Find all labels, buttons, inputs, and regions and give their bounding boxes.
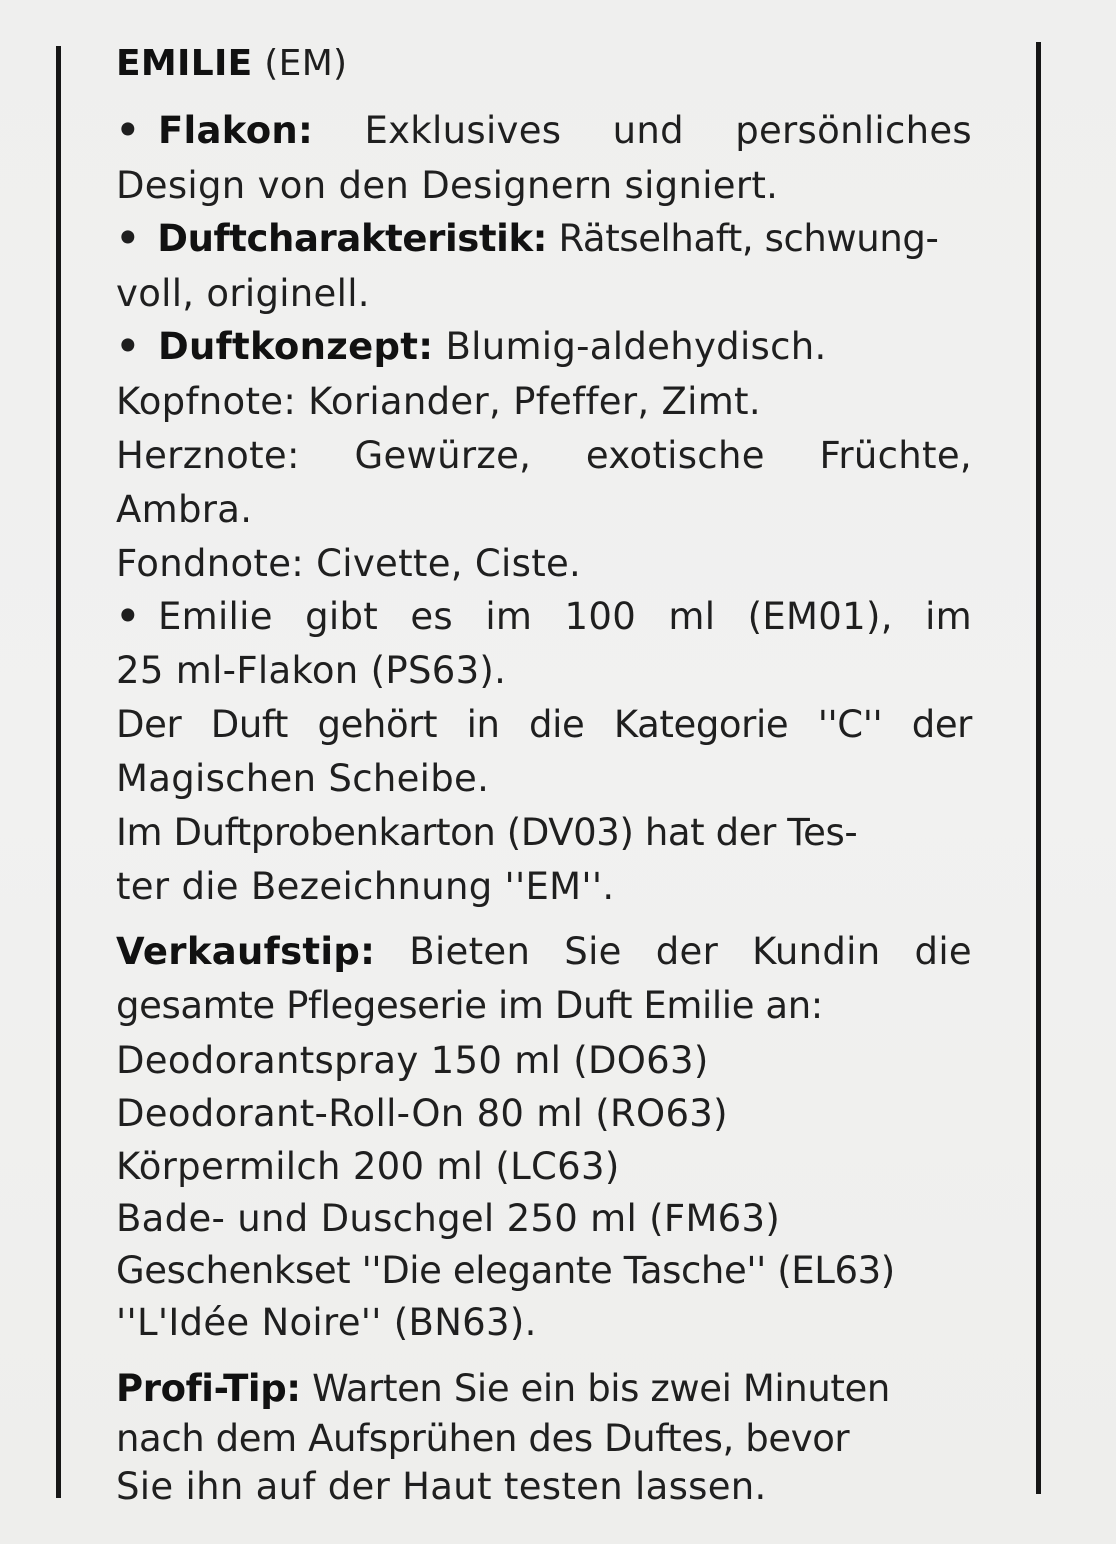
bullet-icon: • bbox=[116, 325, 140, 368]
flakon-text-1: Exklusives und persönliches bbox=[364, 109, 973, 152]
product-list-item: Geschenkset ''Die elegante Tasche'' (EL63) bbox=[116, 1249, 895, 1292]
availability-line-2: 25 ml-Flakon (PS63). bbox=[116, 649, 507, 692]
flakon-line-1 bbox=[116, 109, 973, 152]
duftcharakteristik-line-1 bbox=[116, 217, 939, 260]
bullet-icon: • bbox=[116, 595, 140, 638]
profitip-line-2: nach dem Aufsprühen des Duftes, bevor bbox=[116, 1417, 850, 1460]
flakon-label: Flakon: bbox=[157, 109, 314, 152]
right-border-rule bbox=[1036, 42, 1041, 1494]
duftcharakteristik-line-2: voll, originell. bbox=[116, 272, 370, 315]
flakon-line-2: Design von den Designern signiert. bbox=[116, 164, 779, 207]
verkaufstip-label: Verkaufstip: bbox=[116, 930, 376, 973]
product-list-item: Deodorantspray 150 ml (DO63) bbox=[116, 1039, 709, 1082]
bullet-icon: • bbox=[116, 109, 140, 152]
product-name: EMILIE bbox=[116, 43, 253, 84]
duftkonzept-text-1: Blumig-aldehydisch. bbox=[445, 325, 827, 368]
duftcharakteristik-text-1: Rätselhaft, schwung- bbox=[558, 217, 939, 260]
duftkonzept-line-1 bbox=[116, 325, 827, 368]
product-code: (EM) bbox=[264, 43, 348, 84]
herznote-line-1: Herznote: Gewürze, exotische Früchte, bbox=[116, 434, 972, 477]
profitip-line-3: Sie ihn auf der Haut testen lassen. bbox=[116, 1465, 767, 1508]
verkaufstip-line-1 bbox=[116, 930, 972, 973]
bullet-icon: • bbox=[116, 217, 140, 260]
profitip-text-1: Warten Sie ein bis zwei Minuten bbox=[312, 1367, 890, 1410]
fondnote-line: Fondnote: Civette, Ciste. bbox=[116, 542, 582, 585]
product-title bbox=[116, 43, 348, 84]
duftkonzept-label: Duftkonzept: bbox=[157, 325, 434, 368]
product-list-item: Bade- und Duschgel 250 ml (FM63) bbox=[116, 1197, 781, 1240]
product-list-item: ''L'Idée Noire'' (BN63). bbox=[116, 1301, 537, 1344]
left-border-rule bbox=[56, 46, 61, 1498]
herznote-line-2: Ambra. bbox=[116, 488, 253, 531]
product-list-item: Körpermilch 200 ml (LC63) bbox=[116, 1145, 620, 1188]
availability-line-5: Im Duftprobenkarton (DV03) hat der Tes- bbox=[116, 811, 858, 854]
availability-line-3: Der Duft gehört in die Kategorie ''C'' der bbox=[116, 703, 972, 746]
availability-line-6: ter die Bezeichnung ''EM''. bbox=[116, 865, 615, 908]
profitip-label: Profi-Tip: bbox=[116, 1367, 301, 1410]
kopfnote-line: Kopfnote: Koriander, Pfeffer, Zimt. bbox=[116, 380, 761, 423]
profitip-line-1 bbox=[116, 1367, 890, 1410]
availability-line-1 bbox=[116, 595, 972, 638]
duftcharakteristik-label: Duftcharakteristik: bbox=[157, 217, 548, 260]
product-list-item: Deodorant-Roll-On 80 ml (RO63) bbox=[116, 1092, 728, 1135]
availability-text-1: Emilie gibt es im 100 ml (EM01), im bbox=[157, 595, 972, 638]
verkaufstip-line-2: gesamte Pflegeserie im Duft Emilie an: bbox=[116, 984, 823, 1027]
availability-line-4: Magischen Scheibe. bbox=[116, 757, 490, 800]
verkaufstip-text-1: Bieten Sie der Kundin die bbox=[409, 930, 972, 973]
